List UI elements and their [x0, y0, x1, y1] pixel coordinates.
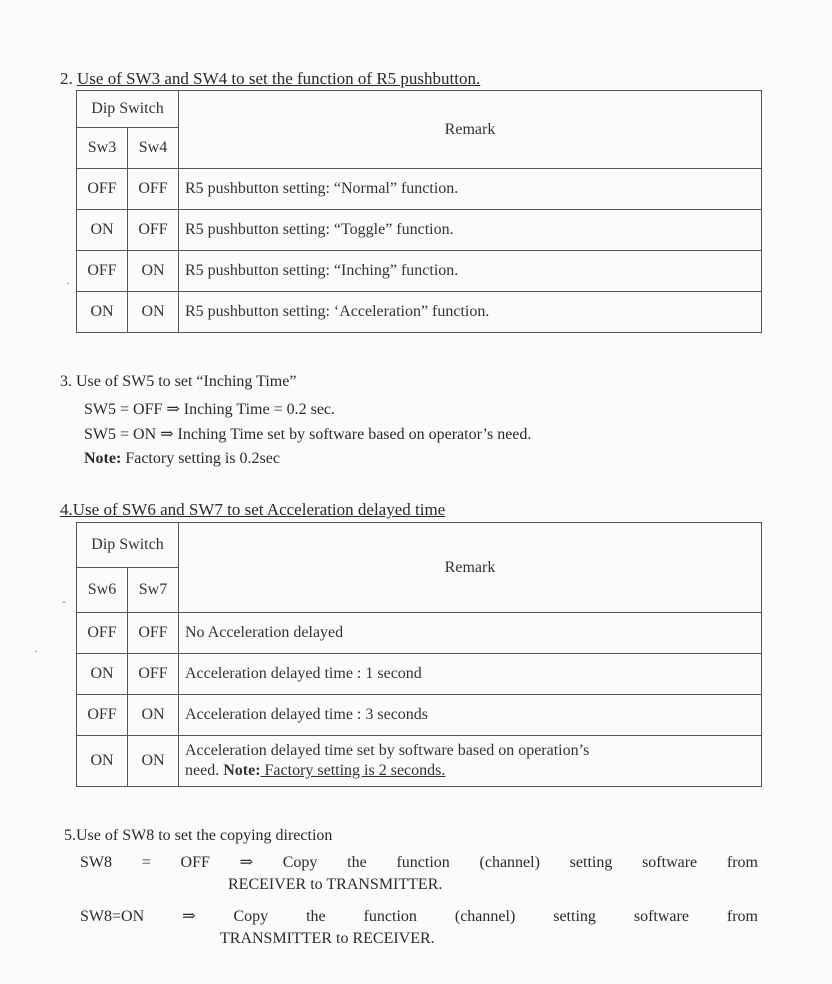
table-row: [77, 292, 762, 333]
sw4-value: ON: [128, 251, 179, 292]
sw6-value: OFF: [77, 695, 128, 736]
sw6-sw7-table: [76, 522, 762, 787]
remark-line-2-pre: need.: [185, 762, 224, 779]
note-label: Note:: [84, 450, 122, 467]
dip-switch-header: Dip Switch: [77, 523, 179, 568]
sw7-value: OFF: [128, 613, 179, 654]
sw6-value: OFF: [77, 613, 128, 654]
note-text: Factory setting is 0.2sec: [121, 450, 280, 467]
section-2-heading: 2. Use of SW3 and SW4 to set the function of R5 pushbutton.: [60, 69, 481, 88]
sw4-value: ON: [128, 292, 179, 333]
scan-speck: ·: [34, 644, 38, 658]
sw7-header: Sw7: [128, 568, 179, 613]
section-5-line-1: SW8 = OFF ⇒ Copy the function (channel) setting software from: [80, 854, 758, 871]
table-row: [77, 613, 762, 654]
scan-speck: -: [62, 594, 66, 608]
table-row: [77, 210, 762, 251]
sw3-sw4-table: [76, 90, 762, 333]
section-5-heading: 5.Use of SW8 to set the copying direction: [64, 827, 333, 844]
section-3-note: [84, 450, 280, 468]
section-5-line-2: SW8=ON ⇒ Copy the function (channel) setting software from: [80, 908, 758, 925]
remark-cell: R5 pushbutton setting: “Inching” function.: [179, 251, 762, 292]
sw3-header: Sw3: [77, 128, 128, 169]
section-3-line-1: SW5 = OFF ⇒ Inching Time = 0.2 sec.: [84, 401, 336, 418]
sw4-value: OFF: [128, 169, 179, 210]
dip-switch-header: Dip Switch: [77, 91, 179, 128]
remark-cell: R5 pushbutton setting: “Toggle” function.: [179, 210, 762, 251]
section-4-heading: 4.Use of SW6 and SW7 to set Acceleration delayed time: [60, 500, 446, 519]
sw4-header: Sw4: [128, 128, 179, 169]
remark-cell: R5 pushbutton setting: “Normal” function.: [179, 169, 762, 210]
sw3-value: OFF: [77, 169, 128, 210]
sw3-value: ON: [77, 210, 128, 251]
remark-cell: Acceleration delayed time : 3 seconds: [179, 695, 762, 736]
sw6-value: ON: [77, 736, 128, 787]
section-2-heading-text: Use of SW3 and SW4 to set the function of R5 pushbutton.: [77, 69, 481, 88]
remark-cell: [179, 736, 762, 787]
table-row: [77, 654, 762, 695]
sw4-value: OFF: [128, 210, 179, 251]
remark-cell: R5 pushbutton setting: ‘Acceleration” function.: [179, 292, 762, 333]
table-row: [77, 736, 762, 787]
remark-header: Remark: [179, 91, 762, 169]
sw3-value: OFF: [77, 251, 128, 292]
remark-header: Remark: [179, 523, 762, 613]
sw7-value: ON: [128, 695, 179, 736]
section-3-heading: 3. Use of SW5 to set “Inching Time”: [60, 373, 297, 390]
sw3-value: ON: [77, 292, 128, 333]
section-5-line-1-cont: RECEIVER to TRANSMITTER.: [228, 876, 443, 893]
scan-speck: ·: [66, 276, 70, 290]
section-5-line-2-cont: TRANSMITTER to RECEIVER.: [220, 930, 435, 947]
sw6-value: ON: [77, 654, 128, 695]
sw6-header: Sw6: [77, 568, 128, 613]
remark-line-1: Acceleration delayed time set by software based on operation’s: [185, 742, 590, 759]
table-row: [77, 251, 762, 292]
remark-cell: Acceleration delayed time : 1 second: [179, 654, 762, 695]
remark-cell: No Acceleration delayed: [179, 613, 762, 654]
table-row: [77, 169, 762, 210]
note-label: Note:: [223, 762, 261, 779]
note-text: Factory setting is 2 seconds.: [260, 762, 446, 779]
section-3-line-2: SW5 = ON ⇒ Inching Time set by software based on operator’s need.: [84, 426, 532, 443]
sw7-value: ON: [128, 736, 179, 787]
table-row: [77, 695, 762, 736]
sw7-value: OFF: [128, 654, 179, 695]
